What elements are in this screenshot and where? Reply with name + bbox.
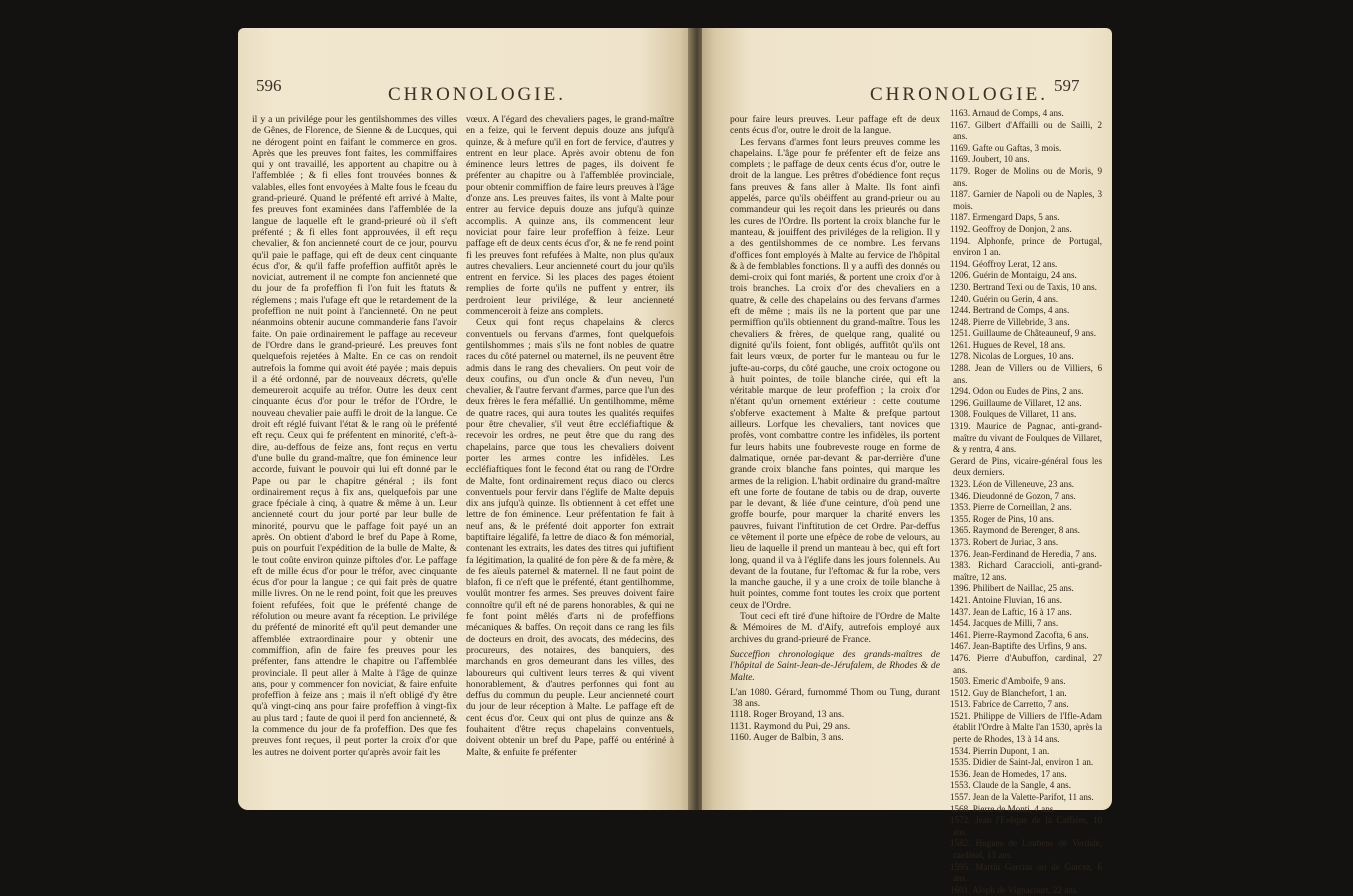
- left-column-2: [466, 114, 674, 758]
- list-item: 1572. Jean l'Evêque de la Caffière, 10 ans.: [950, 815, 1102, 837]
- right-page: [702, 28, 1112, 895]
- list-item: 1396. Philibert de Naillac, 25 ans.: [950, 583, 1074, 594]
- list-item: Gerard de Pins, vicaire-général fous les deux derniers.: [950, 455, 1102, 478]
- left-column-1: [252, 114, 457, 758]
- list-item: 1536. Jean de Homedes, 17 ans.: [950, 768, 1067, 779]
- list-item: 1167. Gilbert d'Affailli ou de Sailli, 2 ans.: [950, 119, 1102, 142]
- list-item: 1278. Nicolas de Lorgues, 10 ans.: [950, 351, 1074, 362]
- list-item: 1355. Roger de Pins, 10 ans.: [950, 513, 1055, 524]
- list-item: 1194. Géoffroy Lerat, 12 ans.: [950, 258, 1058, 269]
- right-column-1: [730, 114, 940, 743]
- list-item: 1187. Ermengard Daps, 5 ans.: [950, 212, 1060, 223]
- left-col2-para-2: Ceux qui font reçus chapelains & clercs conventuels ou fervans d'armes, font quelquefois gentilshommes ; mais s'ils ne font nobles de quatre races du côté paternel ou maternel, ils ne peuvent être admis dans le rang des chevaliers. On peut voir de deux coufins, ou d'un oncle & d'un neveu, l'un chevalier, & l'autre fervant d'armes, parce que l'un des deux frères le fera méfallié. Un gentilhomme, même de quatre races, qui aura toutes les qualités requifes pour être chevalier, s'il veut être eccléfiaftique & recevoir les ordres, ne peut être que du rang des chapelains, parce que tous les chevaliers doivent porter les armes contre les infidèles. Les eccléfiaftiques font le fecond état ou rang de l'Ordre de Malte, font ordinairement reçus diaco ou clercs conventuels pour fervir dans l'églife de Malte depuis dix ans jufqu'à quinze. Ils obtiennent à cet effet une lettre de fon éminence. Leur préfentation fe fait à neuf ans, & le préfenté doit apporter fon extrait baptiftaire légalifé, fa lettre de diaco & fon mémorial, contenant les extraits, les dates des titres qui juftifient fa légitimation, la qualité de fon père & de fa mère, & de fes aïeuls paternel & maternel. Il ne faut point de blafon, fi ce n'eft que le préfenté, étant gentilhomme, voulût montrer fes armes. Ses preuves doivent faire connoître qu'il eft né de parens honorables, & qui ne fe font point mêlés d'arts ni de profeffions mécaniques & baffes. On reçoit dans ce rang les fils de docteurs en droit, des avocats, des médecins, des procureurs, des notaires, des banquiers, des marchands en gros demeurant dans les villes, des laboureurs qui cultivent leurs terres & qui vivent honorablement, & d'autres perfonnes qui font au deffus du commun du peuple. Leur ancienneté court du jour de leur réception à Malte. Le paffage eft de cent écus d'or. Ceux qui ont plus de quinze ans & fouhaitent d'être reçus chapelains conventuels, doivent obtenir un bref du Pape, paffé ou entériné à Malte, & enfuite fe préfenter: [466, 317, 674, 758]
- list-item: 1461. Pierre-Raymond Zacofta, 6 ans.: [950, 629, 1089, 640]
- left-running-head: CHRONOLOGIE.: [388, 84, 566, 105]
- list-item: 1251. Guillaume de Châteauneuf, 9 ans.: [950, 328, 1096, 339]
- list-item: 1296. Guillaume de Villaret, 12 ans.: [950, 397, 1082, 408]
- right-col1-para-1: pour faire leurs preuves. Leur paffage eft de deux cents écus d'or, outre le droit de la langue.: [730, 114, 940, 137]
- list-item: 1179. Roger de Molins ou de Moris, 9 ans.: [950, 165, 1102, 188]
- right-column-2: [950, 108, 1102, 896]
- list-item: 1169. Gafte ou Gaftas, 3 mois.: [950, 142, 1062, 153]
- list-item: 1601. Aloph de Vignacourt, 22 ans.: [950, 884, 1079, 895]
- list-item: 1194. Alphonfe, prince de Portugal, environ 1 an.: [950, 235, 1102, 258]
- list-item: 1383. Richard Caraccioli, anti-grand-maître, 12 ans.: [950, 560, 1102, 582]
- list-item: 1169. Joubert, 10 ans.: [950, 154, 1030, 165]
- list-item: 1513. Fabrice de Carretto, 7 ans.: [950, 699, 1069, 710]
- list-item: 1376. Jean-Ferdinand de Heredia, 7 ans.: [950, 548, 1097, 559]
- list-item: L'an 1080. Gérard, furnommé Thom ou Tung, durant 38 ans.: [730, 686, 940, 710]
- list-item: 1535. Didier de Saint-Jal, environ 1 an.: [950, 757, 1094, 768]
- right-col1-para-3: Tout ceci eft tiré d'une hiftoire de l'Ordre de Malte & Mémoires de M. d'Aify, autrefois employé aux archives du grand-prieuré de France.: [730, 611, 940, 645]
- right-col1-para-2: Les fervans d'armes font leurs preuves comme les chapelains. L'âge pour fe préfenter eft de feize ans complets ; le paffage de deux cents écus d'or, outre le droit de la langue. Les prêtres d'obédience font reçus fans preuves & fans aller à Malte. Ils font ainfi appelés, parce qu'ils obéiffent au grand-prieur ou au commandeur qui les reçoit dans les prieurés ou dans les cures de l'Ordre. Ils portent la croix blanche fur le manteau, & jouiffent des priviléges de la religion. Il y a des gentilshommes de ce nombre. Les fervans d'offices font employés à Malte au fervice de l'hôpital & à de femblables fonctions. Il y a auffi des donnés ou demi-croix qui font mariés, & portent une croix d'or à trois branches. La croix d'or des chevaliers en a quatre, & celle des chapelains ou des fervans d'armes eft de même ; mais ils ne la portent que par une permiffion qu'ils obtiennent du grand-maître. Tous les chevaliers & frères, de quelque rang, qualité ou dignité qu'ils foient, font obligés, auffitôt qu'ils ont fait leurs vœux, de porter fur le manteau ou fur le jufte-au-corps, du côté gauche, une croix octogone ou à huit pointes, de toile blanche cirée, qui eft la véritable marque de leur profeffion ; la croix d'or n'étant qu'un ornement extérieur : cette coutume s'obferve exactement à Malte & prefque partout ailleurs. Lorfque les chevaliers, tant novices que profès, vont combattre contre les infidèles, ils portent fur leurs habits une foubreveste rouge en forme de dalmatique, ornée par-devant & par-derrière d'une grande croix blanche fans pointes, qui marque les armes de la religion. L'habit ordinaire du grand-maître eft une forte de foutane de tabis ou de drap, ouverte par le devant, & liée d'une ceinture, d'où pend une groffe bourfe, pour marquer la charité envers les pauvres, fuivant l'inftitution de cet Ordre. Par-deffus ce vêtement il porte une efpèce de robe de velours, au lieu de laquelle il prend un manteau à bec, qui eft fort long, quand il va à l'églife dans les jours folennels. Au devant de la foutane, fur l'eftomac & fur la robe, vers la manche gauche, il y a une croix de toile blanche à huit pointes, comme font toutes les croix que portent ceux de l'Ordre.: [730, 136, 940, 611]
- list-item: 1467. Jean-Baptifte des Urfins, 9 ans.: [950, 641, 1087, 652]
- list-item: 1323. Léon de Villeneuve, 23 ans.: [950, 479, 1075, 489]
- list-item: 1160. Auger de Balbin, 3 ans.: [730, 732, 844, 744]
- list-item: 1421. Antoine Fluvian, 16 ans.: [950, 594, 1062, 605]
- list-item: 1261. Hugues de Revel, 18 ans.: [950, 339, 1066, 350]
- list-item: 1248. Pierre de Villebride, 3 ans.: [950, 316, 1070, 327]
- left-page: [238, 28, 693, 810]
- list-item: 1240. Guérin ou Gerin, 4 ans.: [950, 293, 1059, 304]
- list-item: 1163. Arnaud de Comps, 4 ans.: [950, 108, 1064, 118]
- list-item: 1346. Dieudonné de Gozon, 7 ans.: [950, 490, 1076, 501]
- left-col2-para-1: vœux. A l'égard des chevaliers pages, le grand-maître en a feize, qui le fervent depuis douze ans jufqu'à quinze, & à mefure qu'il en fort de fervice, d'autres y entrent en leur place. Après avoir obtenu de fon éminence leurs lettres de pages, ils doivent fe préfenter au chapitre ou à l'affemblée provinciale, pour obtenir commiffion de faire leurs preuves à l'âge d'onze ans. Les preuves faites, ils vont à Malte pour entrer au fervice depuis douze ans jufqu'à quinze accomplis. A quinze ans, ils commencent leur noviciat pour faire leur profeffion à feize. Leur paffage eft de deux cents écus d'or, & ne fe rend point fi les preuves font refufées à Malte, non plus qu'aux autres chevaliers. Leur ancienneté court du jour qu'ils entrent en fervice. Si les places des pages étoient remplies de forte qu'ils ne puffent y entrer, ils perdroient leur privilége, & leur ancienneté commenceroit à feize ans complets.: [466, 114, 674, 318]
- list-item: 1131. Raymond du Pui, 29 ans.: [730, 720, 851, 732]
- list-item: 1365. Raymond de Berenger, 8 ans.: [950, 525, 1080, 536]
- list-item: 1568. Pierre de Monti, 4 ans.: [950, 803, 1056, 814]
- list-item: 1206. Guérin de Montaigu, 24 ans.: [950, 270, 1077, 281]
- list-item: 1437. Jean de Laftic, 16 à 17 ans.: [950, 606, 1072, 617]
- list-item: 1244. Bertrand de Comps, 4 ans.: [950, 305, 1070, 316]
- list-item: 1294. Odon ou Eudes de Pins, 2 ans.: [950, 386, 1084, 397]
- list-item: 1230. Bertrand Texi ou de Taxis, 10 ans.: [950, 281, 1097, 292]
- grand-masters-list-start: [730, 687, 940, 743]
- list-item: 1557. Jean de la Valette-Parifot, 11 ans.: [950, 792, 1094, 803]
- list-item: 1319. Maurice de Pagnac, anti-grand-maître du vivant de Foulques de Villaret, & y rentra, 4 ans.: [950, 421, 1102, 455]
- list-item: 1553. Claude de la Sangle, 4 ans.: [950, 780, 1071, 791]
- list-item: 1582. Hugues de Loubens de Verdale, cardinal, 13 ans.: [950, 838, 1102, 860]
- list-item: 1288. Jean de Villers ou de Villiers, 6 ans.: [950, 363, 1102, 385]
- list-item: 1476. Pierre d'Aubuffon, cardinal, 27 ans.: [950, 652, 1102, 675]
- list-item: 1118. Roger Broyand, 13 ans.: [730, 709, 845, 721]
- list-item: 1187. Garnier de Napoli ou de Naples, 3 mois.: [950, 189, 1102, 211]
- list-item: 1521. Philippe de Villiers de l'Ifle-Adam établit l'Ordre à Malte l'an 1530, après la perte de Rhodes, 13 à 14 ans.: [950, 710, 1102, 745]
- succession-title: Succeffion chronologique des grands-maîtres de l'hôpital de Saint-Jean-de-Jérufalem, de Rhodes & de Malte.: [730, 648, 940, 683]
- list-item: 1595. Martin Garcias ou de Garcez, 6 ans.: [950, 861, 1102, 884]
- left-page-number: 596: [256, 76, 282, 95]
- list-item: 1353. Pierre de Corneillan, 2 ans.: [950, 502, 1072, 513]
- list-item: 1503. Emeric d'Amboife, 9 ans.: [950, 676, 1066, 687]
- right-page-number: 597: [1054, 76, 1080, 95]
- list-item: 1454. Jacques de Milli, 7 ans.: [950, 618, 1059, 629]
- list-item: 1308. Foulques de Villaret, 11 ans.: [950, 409, 1077, 420]
- list-item: 1512. Guy de Blanchefort, 1 an.: [950, 687, 1067, 698]
- list-item: 1373. Robert de Juriac, 3 ans.: [950, 536, 1059, 547]
- list-item: 1192. Geoffroy de Donjon, 2 ans.: [950, 223, 1072, 234]
- left-col1-text: il y a un privilége pour les gentilshommes des villes de Gênes, de Florence, de Sienne & de Lucques, qui ne dérogent point en faifant le commerce en gros. Après que les preuves font faites, les commiffaires qui y ont travaillé, les apportent au chapitre ou à l'affemblée ; & fi elles font trouvées bonnes & valables, elles font envoyées à Malte fous le fceau du grand-prieuré. Quand le préfenté eft arrivé à Malte, fes preuves font examinées dans l'affemblée de la langue de laquelle eft le grand-prieuré où il s'eft préfenté ; & fi elles font approuvées, il eft reçu chevalier, & fon ancienneté court de ce jour, pourvu qu'il paie le paffage, qui eft de deux cent cinquante écus d'or, & qu'il faffe profeffion auffitôt après le noviciat, autrement il ne compte fon ancienneté que du jour de fa profeffion fi l'on fuit les ftatuts & réglemens ; mais l'ufage eft que le retardement de la profeffion ne nuit point à l'ancienneté. On ne peut néanmoins obtenir aucune commanderie fans l'avoir faite. On paie ordinairement le paffage au receveur de l'Ordre dans le grand-prieuré. Les preuves font quelquefois rejetées à Malte. En ce cas on rendoit autrefois la fomme qui avoit été payée ; mais depuis il a été ordonné, par de nouveaux décrets, qu'elle demeureroit acquife au tréfor. Outre les deux cent cinquante écus d'or pour le tréfor de l'Ordre, le nouveau chevalier paie auffi le droit de la langue. Ce droit eft réglé fuivant l'état & le rang où le préfenté eft reçu. Ceux qui fe préfentent en minorité, c'eft-à-dire, au-deffous de feize ans, font reçus en vertu d'une bulle du grand-maître, que fon éminence leur accorde, fuivant le pouvoir qui lui eft donné par le Pape ou par le chapitre général ; ils font ordinairement reçus à fix ans, quelquefois par une grace fpéciale à cinq, à quatre & même à un. Leur ancienneté court du jour porté par leur bulle de minorité, pourvu que le paffage foit payé un an après. On obtient d'abord le bref du Pape à Rome, puis on pourfuit l'expédition de la bulle de Malte, & le tout coûte environ quinze piftoles d'or. Le paffage eft de mille écus d'or pour le tréfor, avec cinquante écus d'or pour la langue ; ce qui fait près de quatre mille livres. On ne le rend point, foit que les preuves foient refufées, foit que le préfenté change de réfolution ou meure avant fa réception. Le privilége du préfenté de minorité eft qu'il peut demander une affemblée extraordinaire pour y obtenir une commiffion, afin de faire fes preuves pour les préfenter, fans attendre le chapitre ou l'affemblée provinciale. Il peut aller à Malte à l'âge de quinze ans, pour y commencer fon noviciat, & faire enfuite profeffion à feize ans ; mais il n'eft obligé d'y être qu'à vingt-cinq ans pour faire profeffion à vingt-fix au plus tard ; faute de quoi il perd fon ancienneté, & la commence du jour de fa profeffion. Des que fes preuves font reçues, il peut porter la croix d'or que les autres ne doivent porter qu'après avoir fait les: [252, 114, 457, 758]
- right-running-head: CHRONOLOGIE.: [870, 84, 1048, 105]
- list-item: 1534. Pierrin Dupont, 1 an.: [950, 745, 1050, 756]
- grand-masters-list: [950, 108, 1102, 896]
